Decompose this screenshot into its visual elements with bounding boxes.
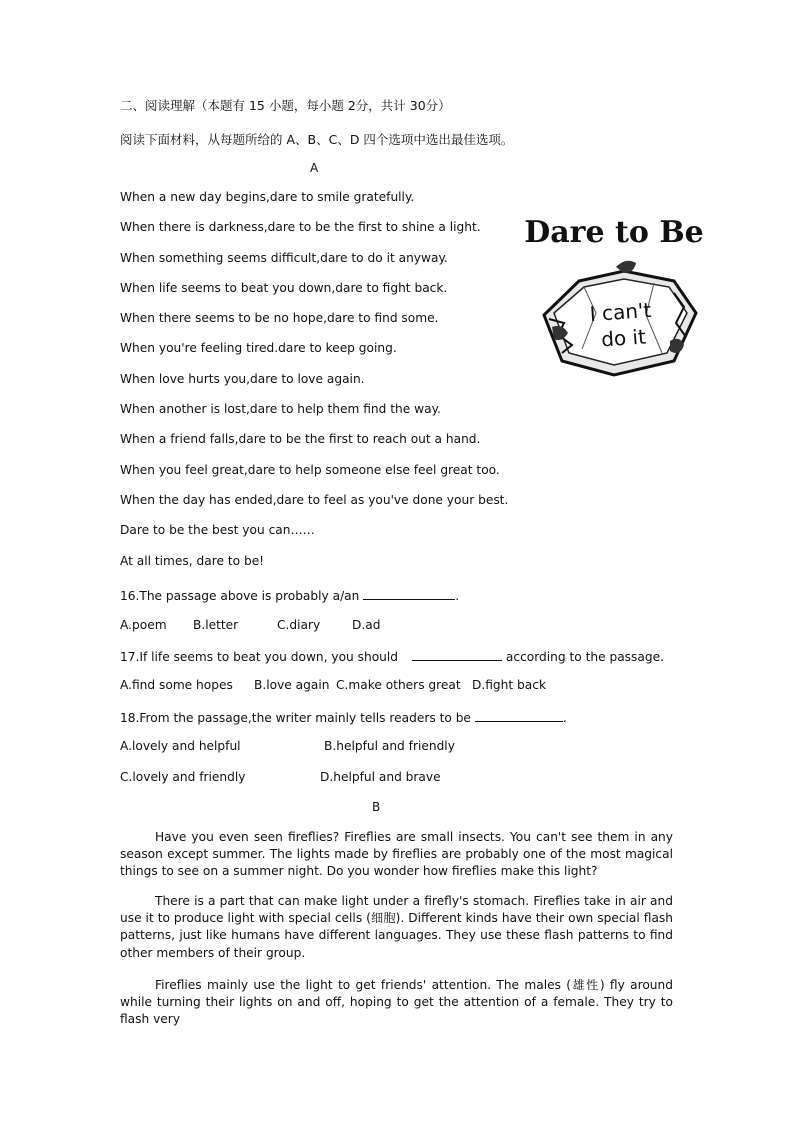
- option-b: B.letter: [193, 618, 239, 632]
- dare-to-be-illustration: [524, 215, 704, 380]
- option-c: C.lovely and friendly: [120, 770, 246, 784]
- note-line-2: do it: [600, 324, 647, 352]
- poem-line: When there seems to be no hope,dare to find some.: [120, 311, 439, 326]
- poem-line: When life seems to beat you down,dare to fight back.: [120, 280, 448, 295]
- poem-line: When the day has ended,dare to feel as you've done your best.: [120, 492, 509, 507]
- passage-b-paragraph: There is a part that can make light under a firefly's stomach. Fireflies take in air and use it to produce light with special cells (细胞). Different kinds have their own special flash patterns, just like humans have different languages. They use these flash patterns to find other members of their group.: [120, 894, 673, 960]
- answer-blank: [475, 709, 563, 722]
- illustration-title: Dare to Be: [524, 215, 704, 250]
- poem-line: When you feel great,dare to help someone else feel great too.: [120, 462, 500, 477]
- answer-blank: [363, 587, 455, 600]
- option-a: A.lovely and helpful: [120, 739, 241, 753]
- poem-line: When love hurts you,dare to love again.: [120, 371, 365, 386]
- question-stem-end: .: [562, 711, 567, 725]
- passage-a-label: A: [310, 161, 319, 175]
- question-stem: 18.From the passage,the writer mainly tells readers to be: [120, 711, 475, 725]
- question-stem: 16.The passage above is probably a/an: [120, 589, 364, 603]
- poem-line: Dare to be the best you can……: [120, 523, 315, 538]
- poem-line: When there is darkness,dare to be the first to shine a light.: [120, 220, 481, 235]
- question-18: [120, 709, 567, 725]
- option-c: C.make others great: [336, 678, 461, 692]
- question-stem-end: .: [455, 589, 460, 603]
- poem-line: When a friend falls,dare to be the first to reach out a hand.: [120, 432, 481, 447]
- poem-line: When another is lost,dare to help them find the way.: [120, 402, 441, 417]
- option-d: D.ad: [352, 618, 381, 632]
- option-a: A.poem: [120, 618, 167, 632]
- option-b: B.helpful and friendly: [324, 739, 455, 753]
- option-d: D.fight back: [472, 678, 547, 692]
- instruction: 阅读下面材料，从每题所给的 A、B、C、D 四个选项中选出最佳选项。: [120, 132, 514, 147]
- note-line-1: I can't: [588, 297, 653, 327]
- crumpled-note-image: [524, 253, 704, 383]
- passage-b-paragraph: Fireflies mainly use the light to get friends' attention. The males (雄性) fly around while turning their lights on and off, hoping to get the attention of a female. They try to flash very: [120, 978, 673, 1027]
- option-b: B.love again: [254, 678, 330, 692]
- poem-line: At all times, dare to be!: [120, 553, 265, 568]
- option-d: D.helpful and brave: [320, 770, 441, 784]
- poem-line: When a new day begins,dare to smile gratefully.: [120, 190, 415, 204]
- answer-blank: [412, 648, 502, 661]
- poem-line: When something seems difficult,dare to do it anyway.: [120, 250, 448, 265]
- section-title: 二、阅读理解（本题有 15 小题，每小题 2分，共计 30分）: [120, 98, 451, 113]
- option-c: C.diary: [277, 618, 321, 632]
- passage-b-label: B: [372, 800, 381, 814]
- question-stem: 17.If life seems to beat you down, you should: [120, 650, 399, 664]
- question-16: [120, 587, 459, 603]
- poem-line: When you're feeling tired.dare to keep going.: [120, 341, 397, 356]
- question-17: [120, 648, 664, 664]
- option-a: A.find some hopes: [120, 678, 233, 692]
- passage-b-paragraph: Have you even seen fireflies? Fireflies are small insects. You can't see them in any season except summer. The lights made by fireflies are probably one of the most magical things to see on a summer night. Do you wonder how fireflies make this light?: [120, 830, 673, 879]
- question-stem-end: according to the passage.: [502, 650, 664, 664]
- passage-a-poem: [120, 190, 508, 584]
